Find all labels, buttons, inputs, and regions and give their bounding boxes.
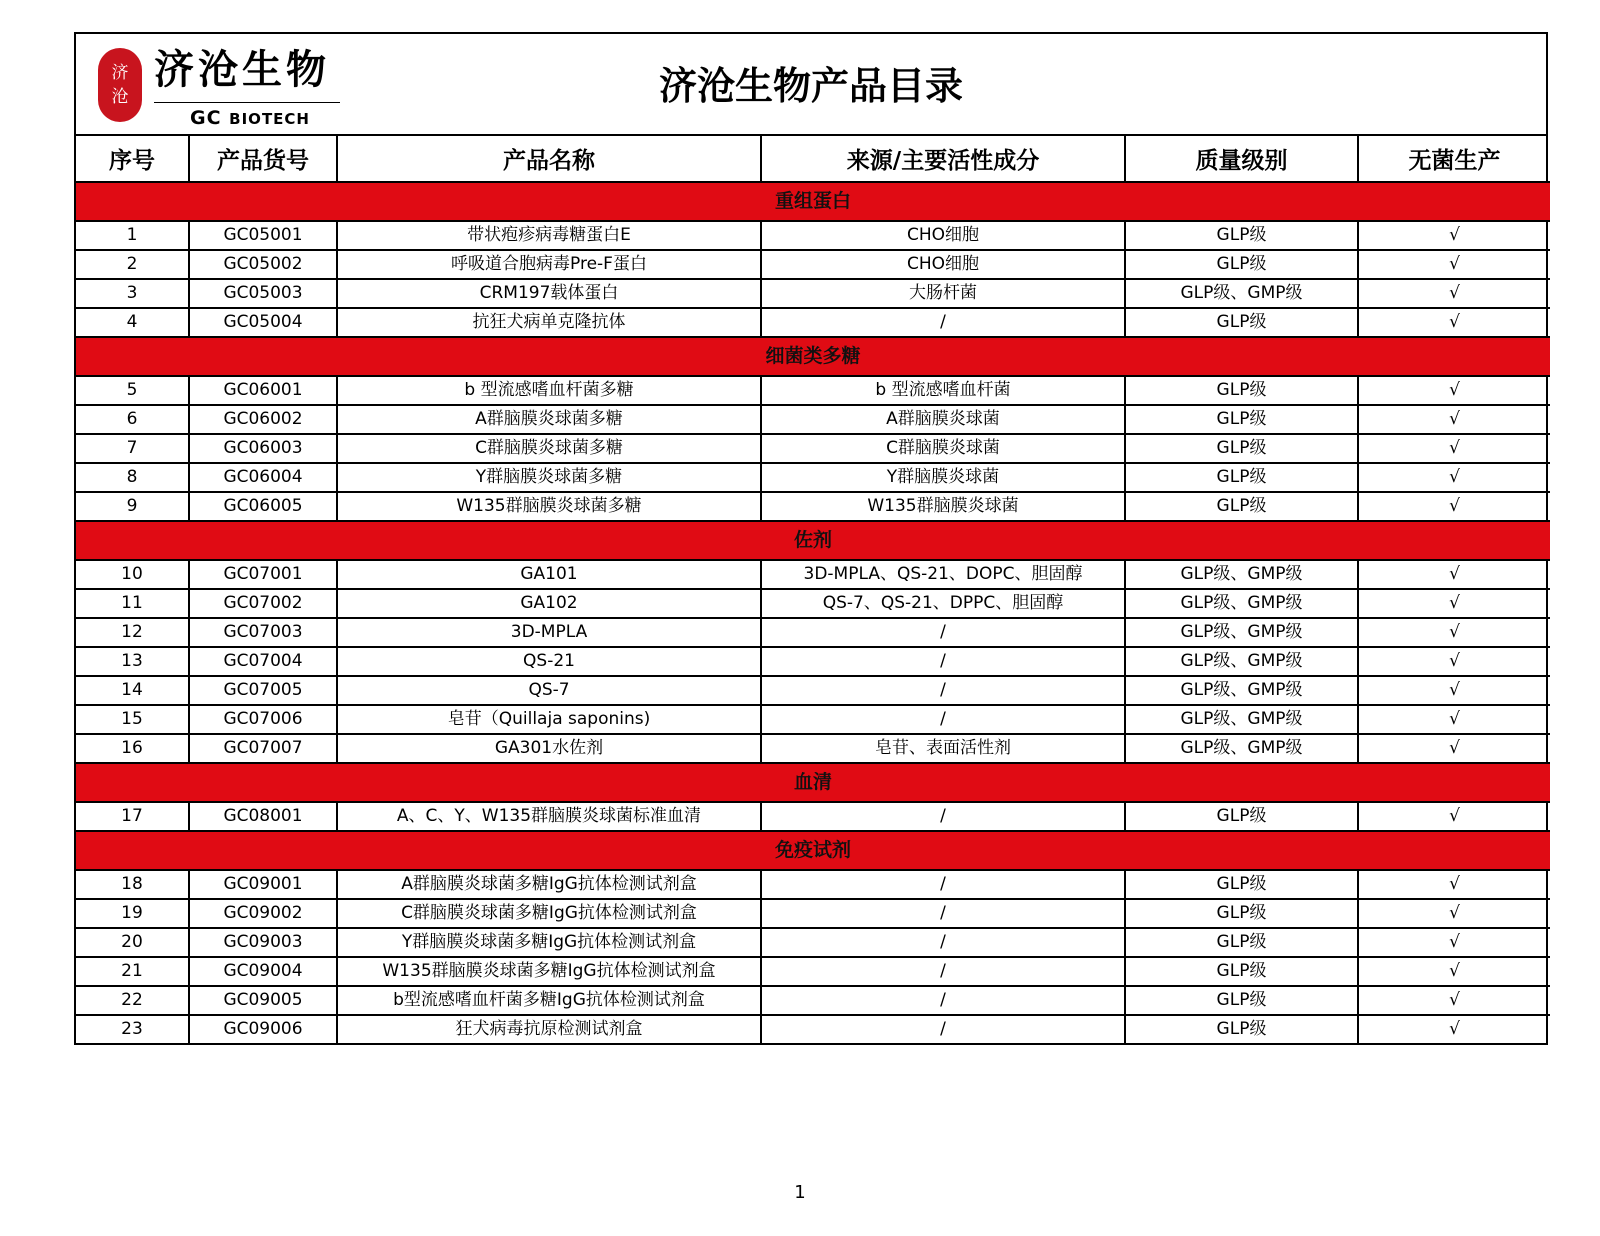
cell-product-name: Y群脑膜炎球菌多糖IgG抗体检测试剂盒 — [337, 928, 761, 957]
table-row — [76, 676, 1550, 705]
cell-grade: GLP级 — [1125, 221, 1358, 250]
table-row — [76, 734, 1550, 763]
cell-sterile: √ — [1358, 405, 1550, 434]
cell-product-code: GC05004 — [189, 308, 337, 337]
cell-product-name: W135群脑膜炎球菌多糖 — [337, 492, 761, 521]
cell-index: 21 — [76, 957, 189, 986]
cell-index: 23 — [76, 1015, 189, 1043]
cell-product-code: GC08001 — [189, 802, 337, 831]
cell-grade: GLP级 — [1125, 870, 1358, 899]
cell-source: / — [761, 676, 1125, 705]
cell-product-name: b型流感嗜血杆菌多糖IgG抗体检测试剂盒 — [337, 986, 761, 1015]
table-row — [76, 221, 1550, 250]
table-row — [76, 376, 1550, 405]
cell-sterile: √ — [1358, 308, 1550, 337]
cell-source: A群脑膜炎球菌 — [761, 405, 1125, 434]
table-row — [76, 405, 1550, 434]
cell-grade: GLP级 — [1125, 250, 1358, 279]
column-header-sterile: 无菌生产 — [1358, 136, 1550, 182]
table-row — [76, 560, 1550, 589]
table-row — [76, 870, 1550, 899]
category-row — [76, 521, 1550, 560]
cell-product-code: GC06003 — [189, 434, 337, 463]
cell-product-name: A、C、Y、W135群脑膜炎球菌标准血清 — [337, 802, 761, 831]
cell-index: 11 — [76, 589, 189, 618]
cell-source: 3D-MPLA、QS-21、DOPC、胆固醇 — [761, 560, 1125, 589]
cell-source: b 型流感嗜血杆菌 — [761, 376, 1125, 405]
table-row — [76, 589, 1550, 618]
table-row — [76, 802, 1550, 831]
cell-grade: GLP级 — [1125, 802, 1358, 831]
cell-product-code: GC05003 — [189, 279, 337, 308]
cell-product-name: 带状疱疹病毒糖蛋白E — [337, 221, 761, 250]
cell-product-code: GC07005 — [189, 676, 337, 705]
cell-sterile: √ — [1358, 463, 1550, 492]
column-header-index: 序号 — [76, 136, 189, 182]
cell-product-name: C群脑膜炎球菌多糖IgG抗体检测试剂盒 — [337, 899, 761, 928]
cell-grade: GLP级 — [1125, 957, 1358, 986]
cell-source: 皂苷、表面活性剂 — [761, 734, 1125, 763]
cell-product-name: 呼吸道合胞病毒Pre-F蛋白 — [337, 250, 761, 279]
table-row — [76, 647, 1550, 676]
cell-sterile: √ — [1358, 986, 1550, 1015]
cell-product-name: b 型流感嗜血杆菌多糖 — [337, 376, 761, 405]
cell-index: 4 — [76, 308, 189, 337]
cell-product-name: CRM197载体蛋白 — [337, 279, 761, 308]
cell-source: W135群脑膜炎球菌 — [761, 492, 1125, 521]
cell-product-name: A群脑膜炎球菌多糖 — [337, 405, 761, 434]
cell-source: / — [761, 1015, 1125, 1043]
cell-grade: GLP级 — [1125, 899, 1358, 928]
page-title: 济沧生物产品目录 — [658, 64, 963, 108]
cell-product-name: 3D-MPLA — [337, 618, 761, 647]
cell-product-code: GC07007 — [189, 734, 337, 763]
cell-sterile: √ — [1358, 870, 1550, 899]
cell-index: 10 — [76, 560, 189, 589]
cell-product-name: 皂苷（Quillaja saponins) — [337, 705, 761, 734]
page-number: 1 — [794, 1182, 806, 1203]
cell-index: 13 — [76, 647, 189, 676]
cell-source: / — [761, 928, 1125, 957]
cell-grade: GLP级 — [1125, 1015, 1358, 1043]
cell-grade: GLP级 — [1125, 928, 1358, 957]
cell-product-code: GC07004 — [189, 647, 337, 676]
cell-source: / — [761, 618, 1125, 647]
cell-grade: GLP级、GMP级 — [1125, 618, 1358, 647]
table-row — [76, 492, 1550, 521]
category-label: 佐剂 — [76, 521, 1550, 560]
cell-source: 大肠杆菌 — [761, 279, 1125, 308]
cell-product-name: A群脑膜炎球菌多糖IgG抗体检测试剂盒 — [337, 870, 761, 899]
logo-name-cn: 济沧生物 — [154, 46, 330, 93]
cell-sterile: √ — [1358, 899, 1550, 928]
cell-grade: GLP级 — [1125, 492, 1358, 521]
cell-sterile: √ — [1358, 647, 1550, 676]
cell-product-name: GA301水佐剂 — [337, 734, 761, 763]
cell-sterile: √ — [1358, 250, 1550, 279]
cell-sterile: √ — [1358, 928, 1550, 957]
cell-index: 8 — [76, 463, 189, 492]
cell-product-code: GC09004 — [189, 957, 337, 986]
cell-source: / — [761, 802, 1125, 831]
table-row — [76, 463, 1550, 492]
cell-index: 14 — [76, 676, 189, 705]
cell-index: 19 — [76, 899, 189, 928]
cell-source: CHO细胞 — [761, 221, 1125, 250]
cell-product-code: GC07003 — [189, 618, 337, 647]
cell-sterile: √ — [1358, 589, 1550, 618]
cell-product-code: GC07002 — [189, 589, 337, 618]
table-row — [76, 1015, 1550, 1043]
cell-grade: GLP级 — [1125, 376, 1358, 405]
cell-source: QS-7、QS-21、DPPC、胆固醇 — [761, 589, 1125, 618]
cell-sterile: √ — [1358, 1015, 1550, 1043]
table-header-row — [76, 136, 1550, 182]
logo-name-en-sub: BIOTECH — [229, 110, 310, 128]
cell-source: / — [761, 899, 1125, 928]
cell-product-code: GC06004 — [189, 463, 337, 492]
table-row — [76, 308, 1550, 337]
cell-product-name: GA101 — [337, 560, 761, 589]
cell-product-name: 抗狂犬病单克隆抗体 — [337, 308, 761, 337]
cell-sterile: √ — [1358, 221, 1550, 250]
cell-index: 15 — [76, 705, 189, 734]
cell-source: / — [761, 647, 1125, 676]
cell-sterile: √ — [1358, 957, 1550, 986]
cell-source: / — [761, 308, 1125, 337]
cell-product-code: GC09006 — [189, 1015, 337, 1043]
cell-index: 3 — [76, 279, 189, 308]
cell-product-code: GC09003 — [189, 928, 337, 957]
cell-sterile: √ — [1358, 560, 1550, 589]
logo-name-en-main: GC — [190, 107, 222, 129]
cell-grade: GLP级、GMP级 — [1125, 589, 1358, 618]
category-row — [76, 182, 1550, 221]
table-row — [76, 705, 1550, 734]
cell-product-code: GC09005 — [189, 986, 337, 1015]
category-row — [76, 831, 1550, 870]
cell-index: 1 — [76, 221, 189, 250]
cell-grade: GLP级、GMP级 — [1125, 676, 1358, 705]
cell-grade: GLP级 — [1125, 986, 1358, 1015]
cell-index: 9 — [76, 492, 189, 521]
category-label: 细菌类多糖 — [76, 337, 1550, 376]
column-header-code: 产品货号 — [189, 136, 337, 182]
category-row — [76, 337, 1550, 376]
catalog-sheet — [74, 32, 1548, 1045]
category-label: 血清 — [76, 763, 1550, 802]
table-row — [76, 250, 1550, 279]
cell-index: 5 — [76, 376, 189, 405]
cell-product-code: GC06005 — [189, 492, 337, 521]
cell-sterile: √ — [1358, 279, 1550, 308]
table-row — [76, 957, 1550, 986]
cell-grade: GLP级、GMP级 — [1125, 560, 1358, 589]
cell-index: 6 — [76, 405, 189, 434]
cell-source: / — [761, 705, 1125, 734]
cell-product-name: 狂犬病毒抗原检测试剂盒 — [337, 1015, 761, 1043]
cell-grade: GLP级 — [1125, 463, 1358, 492]
cell-source: CHO细胞 — [761, 250, 1125, 279]
cell-product-code: GC09002 — [189, 899, 337, 928]
cell-sterile: √ — [1358, 618, 1550, 647]
table-row — [76, 899, 1550, 928]
cell-index: 2 — [76, 250, 189, 279]
category-label: 免疫试剂 — [76, 831, 1550, 870]
cell-product-name: Y群脑膜炎球菌多糖 — [337, 463, 761, 492]
cell-grade: GLP级、GMP级 — [1125, 705, 1358, 734]
category-label: 重组蛋白 — [76, 182, 1550, 221]
cell-index: 17 — [76, 802, 189, 831]
category-row — [76, 763, 1550, 802]
table-row — [76, 618, 1550, 647]
table-body — [76, 182, 1550, 1043]
cell-sterile: √ — [1358, 492, 1550, 521]
table-row — [76, 986, 1550, 1015]
cell-source: C群脑膜炎球菌 — [761, 434, 1125, 463]
cell-sterile: √ — [1358, 434, 1550, 463]
cell-grade: GLP级 — [1125, 405, 1358, 434]
column-header-name: 产品名称 — [337, 136, 761, 182]
cell-product-code: GC07006 — [189, 705, 337, 734]
cell-grade: GLP级 — [1125, 308, 1358, 337]
cell-index: 22 — [76, 986, 189, 1015]
cell-sterile: √ — [1358, 705, 1550, 734]
cell-grade: GLP级、GMP级 — [1125, 734, 1358, 763]
logo-seal-char: 沧 — [111, 87, 129, 107]
cell-index: 20 — [76, 928, 189, 957]
cell-product-name: QS-7 — [337, 676, 761, 705]
table-row — [76, 279, 1550, 308]
logo-seal-char: 济 — [111, 63, 129, 83]
cell-sterile: √ — [1358, 734, 1550, 763]
column-header-grade: 质量级别 — [1125, 136, 1358, 182]
cell-index: 12 — [76, 618, 189, 647]
cell-source: / — [761, 870, 1125, 899]
cell-grade: GLP级、GMP级 — [1125, 279, 1358, 308]
cell-sterile: √ — [1358, 676, 1550, 705]
column-header-source: 来源/主要活性成分 — [761, 136, 1125, 182]
cell-product-code: GC05002 — [189, 250, 337, 279]
cell-product-code: GC06002 — [189, 405, 337, 434]
cell-source: / — [761, 957, 1125, 986]
cell-sterile: √ — [1358, 376, 1550, 405]
cell-source: / — [761, 986, 1125, 1015]
cell-source: Y群脑膜炎球菌 — [761, 463, 1125, 492]
cell-product-name: C群脑膜炎球菌多糖 — [337, 434, 761, 463]
table-row — [76, 434, 1550, 463]
cell-index: 16 — [76, 734, 189, 763]
cell-product-code: GC06001 — [189, 376, 337, 405]
cell-product-code: GC05001 — [189, 221, 337, 250]
product-table — [76, 136, 1550, 1043]
cell-product-name: W135群脑膜炎球菌多糖IgG抗体检测试剂盒 — [337, 957, 761, 986]
cell-grade: GLP级 — [1125, 434, 1358, 463]
cell-grade: GLP级、GMP级 — [1125, 647, 1358, 676]
catalog-header — [76, 34, 1546, 136]
cell-product-name: GA102 — [337, 589, 761, 618]
cell-index: 18 — [76, 870, 189, 899]
cell-sterile: √ — [1358, 802, 1550, 831]
cell-product-code: GC09001 — [189, 870, 337, 899]
cell-product-code: GC07001 — [189, 560, 337, 589]
cell-product-name: QS-21 — [337, 647, 761, 676]
table-row — [76, 928, 1550, 957]
cell-index: 7 — [76, 434, 189, 463]
